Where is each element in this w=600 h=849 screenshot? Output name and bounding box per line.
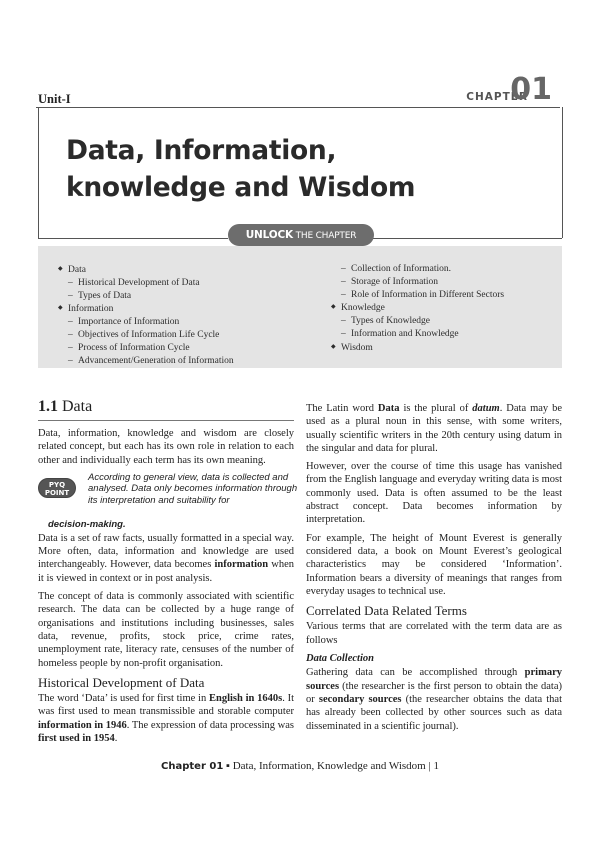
section-heading (38, 398, 92, 416)
dash-icon: – (341, 289, 346, 300)
toc-label: Wisdom (341, 342, 373, 353)
bullet-icon: ◆ (58, 305, 63, 312)
toc-topic (331, 301, 504, 315)
section-rule (38, 420, 294, 421)
title-frame-left (38, 107, 39, 238)
section-title: Data (62, 398, 93, 415)
text-run: is the plural of (399, 403, 473, 414)
bullet-icon: ◆ (58, 266, 63, 272)
unlock-strong: UNLOCK (245, 229, 293, 241)
toc-subtopic (331, 263, 504, 276)
toc-label: Storage of Information (351, 276, 439, 287)
page-footer (0, 760, 600, 772)
dash-icon: – (68, 317, 73, 328)
bold-term: primary sources (306, 667, 562, 692)
toc-subtopic (58, 329, 234, 342)
bold-term: secondary sources (318, 693, 402, 705)
toc-label: Historical Development of Data (78, 277, 200, 288)
chapter-number: 01 (510, 72, 552, 107)
text-run: (the researcher obtains the data that has already been collected by other sources such as data disseminated in a scientific journal). (306, 693, 562, 732)
toc-label: Knowledge (341, 303, 385, 314)
footer-chapter: Chapter 01 (161, 761, 224, 772)
bullet-icon: ◆ (331, 343, 336, 350)
text-run: . The expression of data processing was (126, 719, 294, 731)
toc-label: Types of Knowledge (351, 316, 431, 327)
dash-icon: – (341, 316, 346, 327)
text-run: Gathering data can be accomplished through (306, 667, 525, 679)
paragraph: The concept of data is commonly associated with scientific research. The data can be collected by a huge range of organisations and institutions including businesses, sales data, revenue, profits, stock price, crime rates, unemployment rate, literacy rate, censuses of the number of homeless people by non-profit organisation. (38, 591, 294, 669)
paragraph: For example, The height of Mount Everest is generally considered data, a book on Mount Everest’s geological characteristics may be considered ‘Information’. Information bears a diversity of meanings that ranges from everyday usages to technical use. (306, 532, 562, 597)
text-run: when it is viewed in context or in post analysis. (38, 559, 295, 584)
text-run: Data is a set of raw facts, usually formatted in a special way. More often, data, information and knowledge are used interchangeably. However, data becomes (38, 532, 294, 571)
text-run: The Latin word (306, 403, 378, 414)
pyq-text-tail: decision-making. (48, 518, 126, 530)
toc-subtopic (331, 276, 504, 289)
dash-icon: – (341, 328, 346, 339)
toc-label: Types of Data (78, 290, 132, 301)
dash-icon: – (341, 264, 346, 274)
section-number: 1.1 (38, 398, 58, 415)
minor-heading: Data Collection (306, 653, 374, 665)
toc-label: Objectives of Information Life Cycle (78, 329, 220, 340)
unlock-the-chapter-badge (228, 224, 374, 246)
dash-icon: – (68, 329, 73, 340)
paragraph (38, 532, 294, 585)
footer-title: Data, Information, Knowledge and Wisdom (232, 760, 426, 772)
pyq-callout (38, 471, 298, 530)
right-column (306, 402, 562, 738)
toc-label: Role of Information in Different Sectors (351, 289, 505, 300)
chapter-title (66, 132, 415, 206)
toc-label: Importance of Information (78, 317, 180, 328)
bold-term: Data (377, 403, 400, 414)
bullet-icon: ◆ (331, 304, 336, 311)
dash-icon: – (68, 290, 73, 301)
toc-label: Data (68, 265, 86, 275)
pyq-point-icon: PYQ POINT (38, 478, 76, 498)
unlock-rest: THE CHAPTER (292, 231, 357, 241)
title-frame-bottom-left (38, 238, 228, 239)
toc-subtopic (58, 277, 234, 290)
bold-italic-term: datum (472, 403, 500, 414)
bold-term: first used in 1954 (38, 733, 115, 745)
toc-label: Collection of Information. (351, 264, 451, 274)
chapter-label: CHAPTER (466, 91, 528, 103)
footer-page-separator: | (425, 760, 434, 772)
dash-icon: – (68, 355, 73, 366)
dash-icon: – (68, 342, 73, 353)
toc-subtopic (331, 289, 504, 302)
dash-icon: – (68, 277, 73, 288)
text-run: . Data may be used as a plural noun in this sense, with some writers, usually scientific writers in the 20th century using datum in the singular and data for plural. (306, 403, 563, 454)
text-run: (the researcher is the first person to obtain the data) or (306, 680, 562, 705)
toc-subtopic (58, 355, 234, 368)
paragraph (306, 402, 562, 455)
toc-topic (58, 263, 234, 277)
toc-subtopic (58, 316, 234, 329)
text-run: The word ‘Data’ is used for first time in (38, 693, 209, 705)
subheading: Historical Development of Data (38, 674, 205, 690)
bold-term: English in 1640s (208, 693, 283, 705)
paragraph (306, 666, 562, 732)
page-number: 1 (433, 760, 439, 772)
paragraph: Various terms that are correlated with the term data are as follows (306, 621, 562, 646)
title-frame-bottom-right (372, 238, 562, 239)
chapter-title-line1: Data, Information, (66, 135, 337, 166)
left-column (38, 427, 298, 750)
toc-label: Information (68, 304, 114, 315)
toc-subtopic (331, 328, 504, 341)
bold-term: information in 1946 (38, 719, 127, 731)
subheading: Correlated Data Related Terms (306, 603, 467, 619)
paragraph: Data, information, knowledge and wisdom are closely related concept, but each has its own role in relation to each other and individually each term has its own meaning. (38, 428, 294, 466)
toc-topic (331, 341, 504, 355)
toc-subtopic (331, 315, 504, 328)
toc-label: Information and Knowledge (351, 328, 459, 339)
toc-topic (58, 302, 234, 316)
dash-icon: – (341, 276, 346, 287)
toc-label: Process of Information Cycle (78, 342, 190, 353)
paragraph: However, over the course of time this usage has vanished from the English language and everyday writing data is most commonly used. Data is often assumed to be the least abstract concept. Data becomes information by interpretation. (306, 461, 562, 526)
text-run: . (114, 733, 118, 745)
toc-left-column (58, 263, 234, 367)
footer-separator: ▪ (223, 760, 233, 772)
bold-term: information (214, 559, 269, 571)
pyq-text: According to general view, data is collected and analysed. Data only becomes information through its interpretation and suitability for (88, 471, 298, 507)
text-run: . It was first used to mean transmissible and storable computer (38, 693, 294, 718)
toc-right-column (331, 263, 504, 355)
paragraph (38, 692, 294, 745)
toc-subtopic (58, 290, 234, 303)
toc-subtopic (58, 342, 234, 355)
chapter-title-line2: knowledge and Wisdom (66, 172, 416, 203)
toc-label: Advancement/Generation of Information (78, 355, 234, 366)
unit-label: Unit-I (38, 92, 71, 106)
